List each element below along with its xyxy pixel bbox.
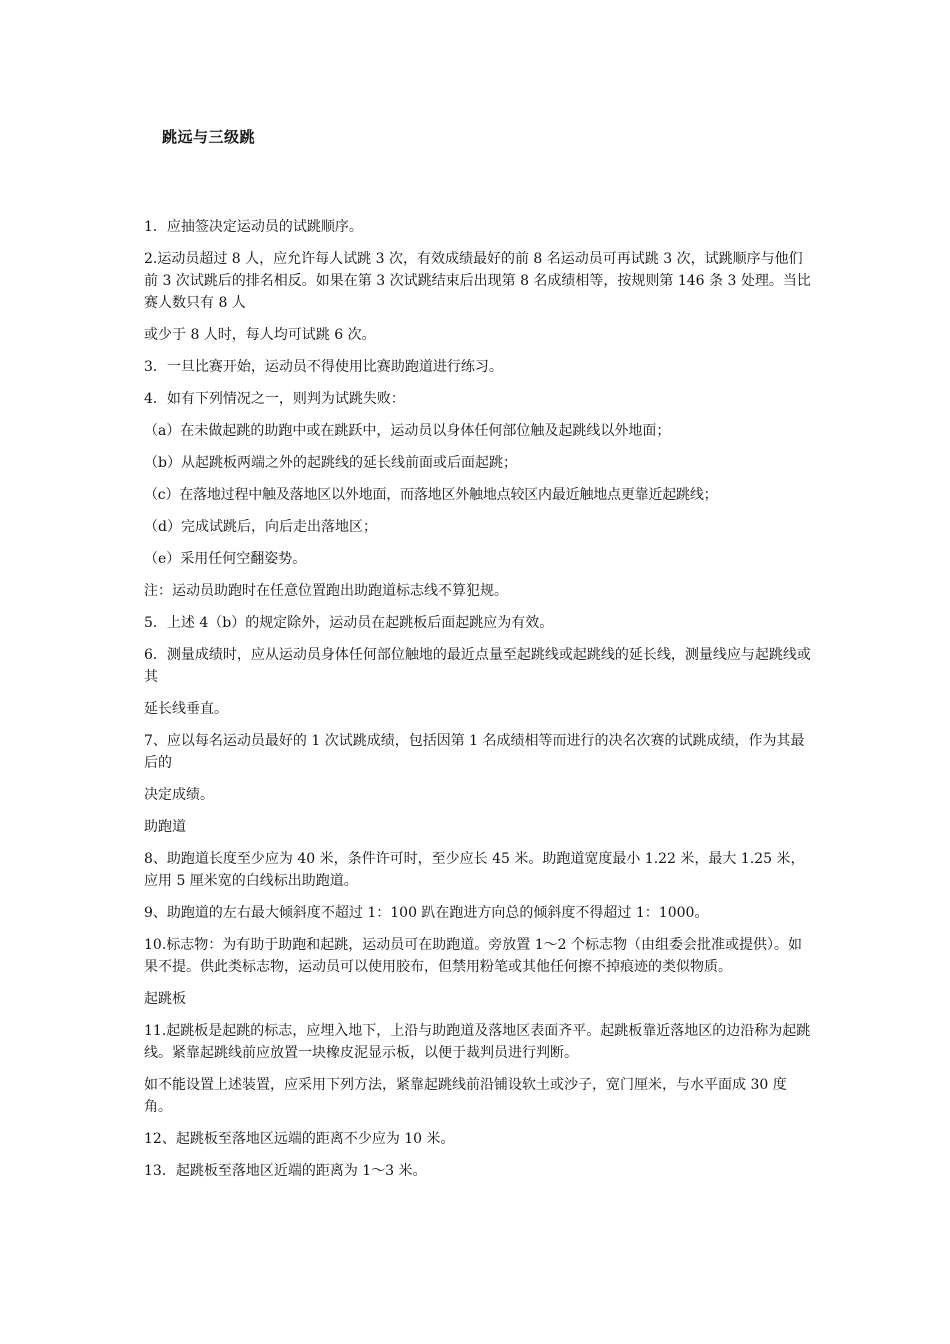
paragraph-rule-11-alternative: 如不能设置上述装置，应采用下列方法，紧靠起跳线前沿铺设软土或沙子，宽门厘米，与水平面成 30 度角。 [144,1077,787,1115]
paragraph-rule-2-continued: 或少于 8 人时，每人均可试跳 6 次。 [144,327,376,343]
document-body [144,216,814,1192]
paragraph-rule-12: 12、起跳板至落地区远端的距离不少应为 10 米。 [144,1131,455,1147]
paragraph-note: 注：运动员助跑时在任意位置跑出助跑道标志线不算犯规。 [144,583,508,599]
section-heading-takeoff-board: 起跳板 [144,991,186,1007]
paragraph-rule-4e: （e）采用任何空翻姿势。 [144,551,307,567]
paragraph-rule-4b: （b）从起跳板两端之外的起跳线的延长线前面或后面起跳； [144,455,517,471]
paragraph-rule-5: 5．上述 4（b）的规定除外，运动员在起跳板后面起跳应为有效。 [144,615,554,631]
paragraph-rule-13: 13．起跳板至落地区近端的距离为 1～3 米。 [144,1163,427,1179]
paragraph-rule-2: 2.运动员超过 8 人，应允许每人试跳 3 次，有效成绩最好的前 8 名运动员可再试跳 3 次，试跳顺序与他们前 3 次试跳后的排名相反。如果在第 3 次试跳结束后出现第 8 名成绩相等，按规则第 146 条 3 处理。当比赛人数只有 8 人 [144,251,811,311]
paragraph-rule-7-continued: 决定成绩。 [144,787,214,803]
paragraph-rule-6-continued: 延长线垂直。 [144,701,228,717]
paragraph-rule-3: 3．一旦比赛开始，运动员不得使用比赛助跑道进行练习。 [144,359,503,375]
paragraph-rule-1: 1．应抽签决定运动员的试跳顺序。 [144,219,363,235]
paragraph-rule-10: 10.标志物：为有助于助跑和起跳，运动员可在助跑道。旁放置 1～2 个标志物（由组委会批准或提供）。如果不提。供此类标志物，运动员可以使用胶布，但禁用粉笔或其他任何擦不掉痕迹的类似物质。 [144,937,802,975]
paragraph-rule-4c: （c）在落地过程中触及落地区以外地面，而落地区外触地点较区内最近触地点更靠近起跳线； [144,487,718,503]
paragraph-rule-9: 9、助跑道的左右最大倾斜度不超过 1：100 趴在跑进方向总的倾斜度不得超过 1：1000。 [144,905,709,921]
paragraph-rule-4: 4．如有下列情况之一，则判为试跳失败： [144,391,405,407]
document-title: 跳远与三级跳 [162,128,256,146]
paragraph-rule-7: 7、应以每名运动员最好的 1 次试跳成绩，包括因第 1 名成绩相等而进行的决名次赛的试跳成绩，作为其最后的 [144,733,805,771]
section-heading-runway: 助跑道 [144,819,186,835]
paragraph-rule-4a: （a）在未做起跳的助跑中或在跳跃中，运动员以身体任何部位触及起跳线以外地面； [144,423,671,439]
paragraph-rule-6: 6．测量成绩时，应从运动员身体任何部位触地的最近点量至起跳线或起跳线的延长线，测量线应与起跳线或其 [144,647,811,685]
paragraph-rule-8: 8、助跑道长度至少应为 40 米，条件许可时，至少应长 45 米。助跑道宽度最小 1.22 米，最大 1.25 米，应用 5 厘米宽的白线标出助跑道。 [144,851,805,889]
paragraph-rule-4d: （d）完成试跳后，向后走出落地区； [144,519,377,535]
paragraph-rule-11: 11.起跳板是起跳的标志，应埋入地下，上沿与助跑道及落地区表面齐平。起跳板靠近落地区的边沿称为起跳线。紧靠起跳线前应放置一块橡皮泥显示板，以便于裁判员进行判断。 [144,1023,811,1061]
